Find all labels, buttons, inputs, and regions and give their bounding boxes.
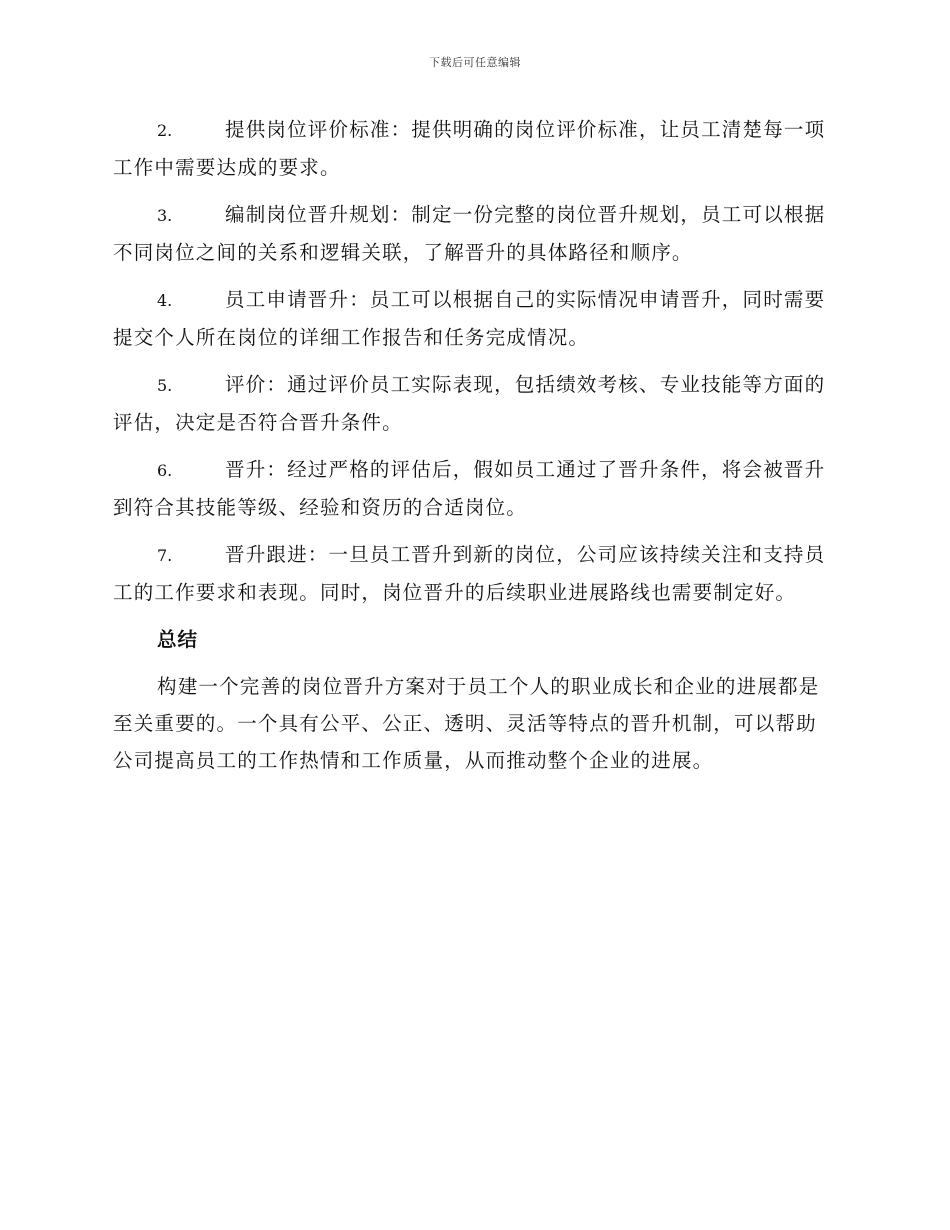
item-text: 提供岗位评价标准：提供明确的岗位评价标准，让员工清楚每一项工作中需要达成的要求。 xyxy=(113,118,826,179)
item-text: 晋升：经过严格的评估后，假如员工通过了晋升条件，将会被晋升到符合其技能等级、经验和资历的合适岗位。 xyxy=(113,458,826,519)
list-item xyxy=(113,196,835,271)
item-text: 员工申请晋升：员工可以根据自己的实际情况申请晋升，同时需要提交个人所在岗位的详细工作报告和任务完成情况。 xyxy=(113,288,826,349)
item-number: 3. xyxy=(157,206,173,225)
list-item xyxy=(113,281,835,356)
summary-paragraph: 构建一个完善的岗位晋升方案对于员工个人的职业成长和企业的进展都是至关重要的。一个具有公平、公正、透明、灵活等特点的晋升机制，可以帮助公司提高员工的工作热情和工作质量，从而推动整个企业的进展。 xyxy=(113,675,820,772)
item-number: 6. xyxy=(157,461,173,480)
item-text: 晋升跟进：一旦员工晋升到新的岗位，公司应该持续关注和支持员工的工作要求和表现。同时，岗位晋升的后续职业进展路线也需要制定好。 xyxy=(113,543,826,604)
section-heading: 总结 xyxy=(157,628,199,651)
document-content xyxy=(113,111,835,779)
item-number: 2. xyxy=(157,121,173,140)
list-item xyxy=(113,536,835,611)
item-number: 7. xyxy=(157,546,173,565)
item-number: 4. xyxy=(157,291,173,310)
header-note: 下载后可任意编辑 xyxy=(429,56,521,69)
list-item xyxy=(113,451,835,526)
item-text: 评价：通过评价员工实际表现，包括绩效考核、专业技能等方面的评估，决定是否符合晋升条件。 xyxy=(113,373,826,434)
item-text: 编制岗位晋升规划：制定一份完整的岗位晋升规划，员工可以根据不同岗位之间的关系和逻辑关联，了解晋升的具体路径和顺序。 xyxy=(113,203,826,264)
item-number: 5. xyxy=(157,376,173,395)
list-item xyxy=(113,366,835,441)
list-item xyxy=(113,111,835,186)
